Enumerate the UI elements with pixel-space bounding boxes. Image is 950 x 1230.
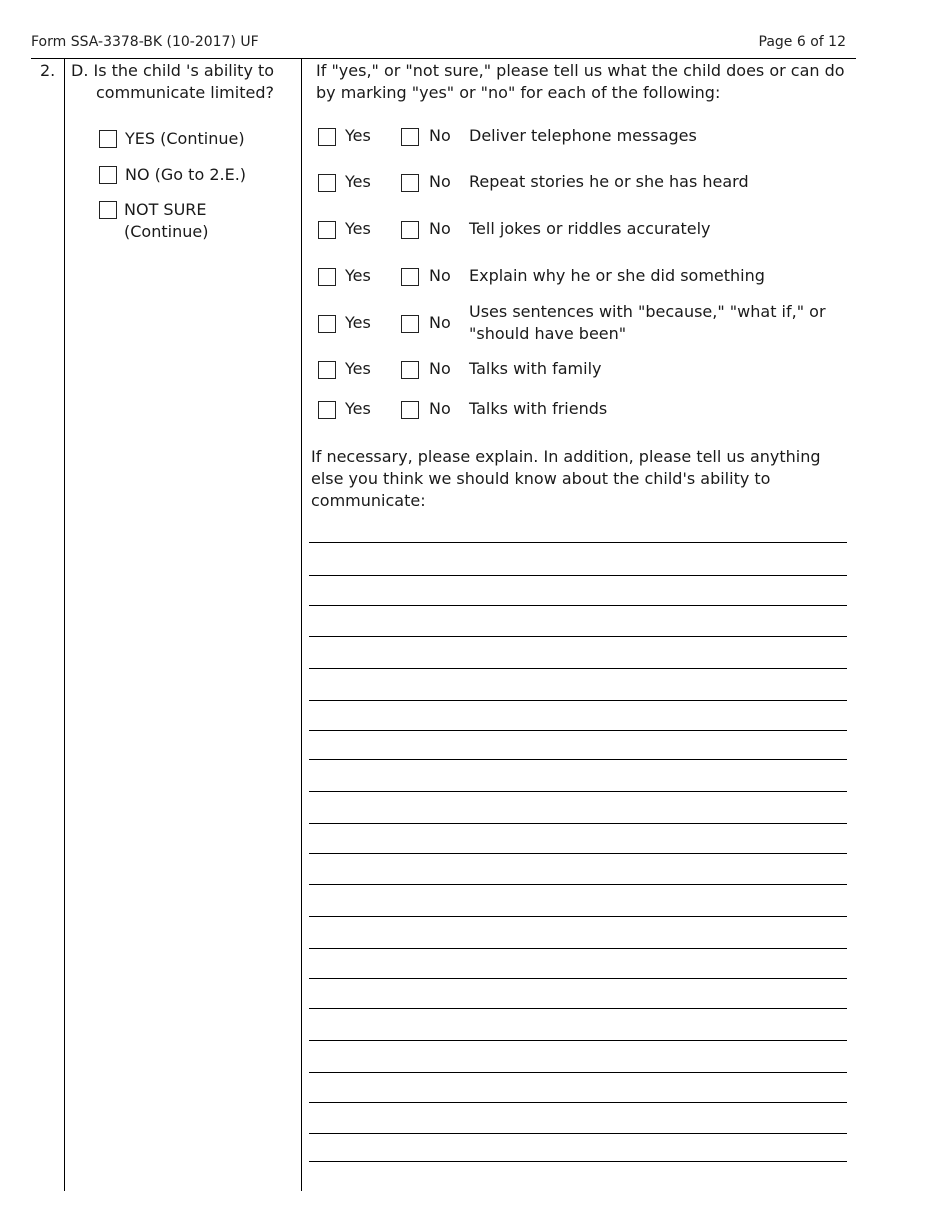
- writing-line: [309, 916, 847, 917]
- option-no-checkbox[interactable]: [99, 166, 117, 184]
- option-yes-checkbox[interactable]: [99, 130, 117, 148]
- writing-line: [309, 1102, 847, 1103]
- middle-column-divider: [301, 59, 302, 1191]
- header-rule: [31, 58, 856, 59]
- item-yes-checkbox[interactable]: [318, 361, 336, 379]
- item-yes-label: Yes: [345, 313, 371, 332]
- writing-line: [309, 605, 847, 606]
- writing-line: [309, 542, 847, 543]
- item-text: Tell jokes or riddles accurately: [469, 219, 711, 238]
- option-not-sure-checkbox[interactable]: [99, 201, 117, 219]
- writing-line: [309, 1008, 847, 1009]
- item-no-checkbox[interactable]: [401, 221, 419, 239]
- item-no-checkbox[interactable]: [401, 401, 419, 419]
- item-yes-checkbox[interactable]: [318, 315, 336, 333]
- item-text: Explain why he or she did something: [469, 266, 765, 285]
- item-yes-checkbox[interactable]: [318, 128, 336, 146]
- question-number: 2.: [40, 61, 56, 80]
- item-yes-label: Yes: [345, 359, 371, 378]
- item-yes-label: Yes: [345, 399, 371, 418]
- writing-line: [309, 1133, 847, 1134]
- writing-line: [309, 853, 847, 854]
- item-yes-label: Yes: [345, 266, 371, 285]
- item-no-label: No: [429, 219, 451, 238]
- item-text: Talks with friends: [469, 399, 608, 418]
- writing-line: [309, 1072, 847, 1073]
- item-no-label: No: [429, 399, 451, 418]
- writing-line: [309, 948, 847, 949]
- item-text: Deliver telephone messages: [469, 126, 697, 145]
- item-no-checkbox[interactable]: [401, 128, 419, 146]
- item-yes-checkbox[interactable]: [318, 268, 336, 286]
- item-text: Repeat stories he or she has heard: [469, 172, 749, 191]
- item-no-checkbox[interactable]: [401, 174, 419, 192]
- item-text: Talks with family: [469, 359, 602, 378]
- writing-line: [309, 668, 847, 669]
- writing-line: [309, 1040, 847, 1041]
- writing-line: [309, 884, 847, 885]
- writing-line: [309, 730, 847, 731]
- option-no-label: NO (Go to 2.E.): [125, 165, 247, 184]
- item-yes-label: Yes: [345, 219, 371, 238]
- item-yes-checkbox[interactable]: [318, 401, 336, 419]
- writing-line: [309, 823, 847, 824]
- item-text: Uses sentences with "because," "what if," or "should have been": [469, 302, 826, 343]
- option-not-sure-label: NOT SURE (Continue): [124, 200, 209, 241]
- writing-line: [309, 791, 847, 792]
- question-text-content: D. Is the child 's ability to communicate limited?: [71, 61, 275, 102]
- page-number: Page 6 of 12: [758, 34, 846, 50]
- explain-prompt: If necessary, please explain. In addition, please tell us anything else you think we should know about the child's ability to communicate:: [311, 447, 821, 510]
- item-no-label: No: [429, 313, 451, 332]
- form-id: Form SSA-3378-BK (10-2017) UF: [31, 34, 259, 50]
- item-no-label: No: [429, 266, 451, 285]
- question-text: [71, 60, 321, 104]
- writing-line: [309, 978, 847, 979]
- writing-line: [309, 1161, 847, 1162]
- instructions: If "yes," or "not sure," please tell us what the child does or can do by marking "yes" or "no" for each of the following:: [316, 61, 845, 102]
- writing-line: [309, 636, 847, 637]
- item-no-label: No: [429, 172, 451, 191]
- option-yes-label: YES (Continue): [125, 129, 245, 148]
- item-yes-label: Yes: [345, 126, 371, 145]
- item-no-checkbox[interactable]: [401, 315, 419, 333]
- item-no-checkbox[interactable]: [401, 268, 419, 286]
- item-no-checkbox[interactable]: [401, 361, 419, 379]
- item-no-label: No: [429, 126, 451, 145]
- writing-line: [309, 700, 847, 701]
- item-yes-checkbox[interactable]: [318, 174, 336, 192]
- writing-line: [309, 575, 847, 576]
- left-column-divider: [64, 59, 65, 1191]
- item-yes-checkbox[interactable]: [318, 221, 336, 239]
- writing-line: [309, 759, 847, 760]
- item-yes-label: Yes: [345, 172, 371, 191]
- item-no-label: No: [429, 359, 451, 378]
